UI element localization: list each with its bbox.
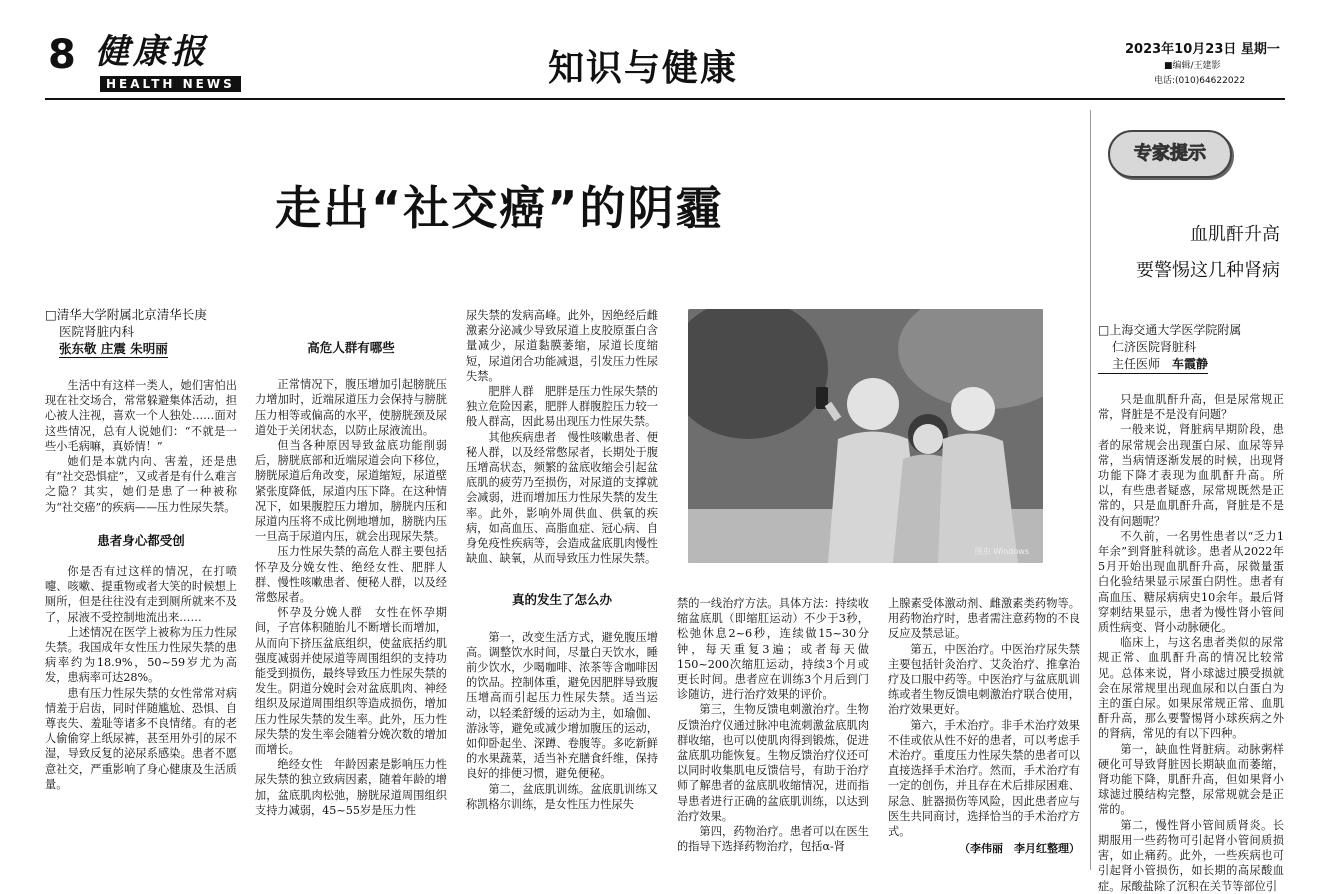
byline-authors: 张东敬 庄震 朱明丽: [59, 341, 168, 356]
paragraph: 一般来说，肾脏病早期阶段，患者的尿常规会出现蛋白尿、血尿等异常，当病情逐渐发展的时候，出现肾功能下降才表现为血肌酐升高。所以，有些患者疑惑，尿常规既然是正常的，只是血肌酐升高，肾脏是不是没有问题呢？: [1098, 423, 1284, 528]
paragraph: 压力性尿失禁的高危人群主要包括怀孕及分娩女性、绝经女性、肥胖人群、慢性咳嗽患者、便秘人群，以及经常憋尿者。: [255, 545, 447, 605]
article-column-3: [466, 308, 658, 812]
byline-org: □清华大学附属北京清华长庚: [45, 307, 207, 322]
newspaper-logo-subtitle: HEALTH NEWS: [100, 76, 241, 92]
paragraph: 第四，药物治疗。患者可以在医生的指导下选择药物治疗，包括α-肾: [677, 825, 869, 854]
byline-dept: 医院肾脏内科: [59, 324, 135, 339]
article-headline: 走出“社交癌”的阴霾: [275, 181, 724, 235]
article-credit: （李伟丽 李月红整理）: [959, 842, 1080, 856]
section-title: 知识与健康: [548, 48, 739, 89]
paragraph: 第二，盆底肌训练。盆底肌训练又称凯格尔训练，是女性压力性尿失: [466, 782, 658, 811]
sidebar-title-line-2: 要警惕这几种肾病: [1136, 260, 1280, 281]
paragraph: 第五，中医治疗。中医治疗尿失禁主要包括针灸治疗、艾灸治疗、推拿治疗及口服中药等。中医治疗与盆底肌训练或者生物反馈电刺激治疗联合使用，治疗效果更好。: [888, 642, 1080, 717]
badge-label: 专家提示: [1134, 143, 1206, 164]
article-column-4: [677, 596, 869, 854]
paragraph: 第二，慢性肾小管间质肾炎。长期服用一些药物可引起肾小管间质损害，如止痛药。此外，一些疾病也可引起肾小管损伤，如长期的高尿酸血症。尿酸盐除了沉积在关节等部位引: [1098, 818, 1284, 893]
byline-org: □上海交通大学医学院附属: [1098, 323, 1242, 337]
paragraph: 她们是本就内向、害羞，还是患有“社交恐惧症”，又或者是有什么难言之隐？其实，她们是患了一种被称为“社交癌”的疾病——压力性尿失禁。: [45, 455, 237, 514]
paragraph: 生活中有这样一类人，她们害怕出现在社交场合，常常躲避集体活动，担心被人注视，喜欢一个人独处……面对这些情况，总有人说她们：“不就是一些小毛病嘛，真娇情！”: [45, 379, 237, 453]
paragraph: 绝经女性 年龄因素是影响压力性尿失禁的独立致病因素，随着年龄的增加，盆底肌肉松弛，膀胱尿道周围组织支持力减弱，45~55岁是压力性: [255, 758, 447, 817]
paragraph: 正常情况下，腹压增加引起膀胱压力增加时，近端尿道压力会保持与膀胱压力相等或偏高的水平，使膀胱颈及尿道处于关闭状态，以防止尿液流出。: [255, 378, 447, 437]
byline-role: 主任医师: [1112, 357, 1161, 371]
paragraph: 不久前，一名男性患者以“乏力1年余”到肾脏科就诊。患者从2022年5月开始出现血肌酐升高，尿微量蛋白化验结果显示尿蛋白阴性。患者有高血压、糖尿病病史10余年。最后肾穿刺结果显示，患者为慢性肾小管间质性病变、肾小动脉硬化。: [1098, 529, 1284, 635]
paragraph: 只是血肌酐升高，但是尿常规正常，肾脏是不是没有问题？: [1098, 393, 1284, 422]
paragraph: 临床上，与这名患者类似的尿常规正常、血肌酐升高的情况比较常见。总体来说，肾小球滤过膜受损就会在尿常规里出现血尿和以白蛋白为主的蛋白尿。如果尿常规正常、血肌酐升高，那么要警惕肾小球疾病之外的肾病，常见的有以下四种。: [1098, 636, 1284, 741]
byline-dept: 仁济医院肾脏科: [1112, 340, 1197, 354]
issue-date: 2023年10月23日 星期一: [1125, 42, 1280, 57]
article-column-1: [45, 306, 237, 792]
photo-watermark: 图虫 Windows: [974, 547, 1029, 556]
sidebar-article: [1098, 322, 1284, 894]
subheading: 患者身心都受创: [97, 532, 185, 548]
photo-illustration: [688, 309, 1043, 563]
paragraph: 第三，生物反馈电刺激治疗。生物反馈治疗仪通过脉冲电流刺激盆底肌肉群收缩，也可以使肌肉得到锻炼，促进盆底肌功能恢复。生物反馈治疗仪还可以同时收集肌电反馈信号，有助于治疗师了解患者的盆底肌收缩情况，进而指导患者进行正确的盆底肌训练，以达到治疗效果。: [677, 703, 869, 823]
paragraph: 尿失禁的发病高峰。此外，因绝经后雌激素分泌减少导致尿道上皮胶原蛋白含量减少，尿道黏膜萎缩，尿道长度缩短，尿道闭合功能减退，引发压力性尿失禁。: [466, 309, 658, 383]
paragraph: 其他疾病患者 慢性咳嗽患者、便秘人群，以及经常憋尿者，长期处于腹压增高状态，频繁的盆底收缩会引起盆底肌的疲劳乃至损伤，对尿道的支撑就会减弱，进而增加压力性尿失禁的发生率。此外，影响外周供血、供氧的疾病，如高血压、高脂血症、冠心病、自身免疫性疾病等，会造成盆底肌肉慢性缺血、缺氧，从而导致压力性尿失禁。: [466, 430, 658, 566]
paragraph: 但当各种原因导致盆底功能削弱后，膀胱底部和近端尿道会向下移位，膀胱尿道后角改变，尿道缩短，尿道壁紧张度降低，尿道内压下降。在这种情况下，如果腹腔压力增加，膀胱内压和尿道内压将不成比例地增加，膀胱内压一旦高于尿道内压，就会出现尿失禁。: [255, 439, 447, 544]
article-photo: [688, 309, 1043, 563]
article-column-5: [888, 596, 1080, 856]
paragraph: 你是否有过这样的情况，在打喷嚏、咳嗽、提重物或者大笑的时候想上厕所，但是往往没有走到厕所就来不及了，尿液不受控制地流出来……: [45, 565, 237, 624]
expert-tip-badge: [1108, 130, 1232, 178]
paragraph: 第一，改变生活方式，避免腹压增高。调整饮水时间，尽量白天饮水，睡前少饮水，少喝咖啡、浓茶等含咖啡因的饮品。控制体重，避免因肥胖导致腹压增高而引起压力性尿失禁。适当运动，以轻柔舒缓的运动为主，如瑜伽、游泳等，避免或减少增加腹压的运动，如仰卧起坐、深蹲、卷腹等。多吃新鲜的水果蔬菜，适当补充膳食纤维，保持良好的排便习惯，避免便秘。: [466, 630, 658, 781]
paragraph: 患有压力性尿失禁的女性常常对病情羞于启齿，同时伴随尴尬、恐惧、自尊丧失、羞耻等诸多不良情绪。有的老人偷偷穿上纸尿裤，甚至用外引的尿不湿，导致反复的泌尿系感染。患者不愿意社交，严重影响了身心健康及生活质量。: [45, 686, 237, 791]
article-column-2: [255, 340, 447, 818]
paragraph: 上述情况在医学上被称为压力性尿失禁。我国成年女性压力性尿失禁的患病率约为18.9%，50~59岁尤为高发，患病率可达28%。: [45, 625, 237, 685]
paragraph: 第六，手术治疗。非手术治疗效果不佳或依从性不好的患者，可以考虑手术治疗。重度压力性尿失禁的患者可以直接选择手术治疗。然而，手术治疗有一定的创伤，并且存在术后排尿困难、尿急、脏器损伤等风险，因此患者应与医生共同商讨，选择恰当的手术治疗方式。: [888, 718, 1080, 839]
subheading: 真的发生了怎么办: [511, 592, 612, 608]
newspaper-logo: 健康报: [95, 32, 209, 72]
paragraph: 怀孕及分娩人群 女性在怀孕期间，子宫体积随胎儿不断增长而增加，从而向下挤压盆底组织，使盆底括约肌强度减弱并使尿道等周围组织的支持功能受到损伤，最终导致压力性尿失禁的发生。阴道分娩时会对盆底肌肉、神经组织及尿道周围组织等造成损伤，增加压力性尿失禁的发生率。此外，压力性尿失禁的发生率会随着分娩次数的增加而增长。: [255, 606, 447, 757]
subheading: 高危人群有哪些: [307, 340, 395, 355]
byline: [45, 306, 237, 358]
paragraph: 禁的一线治疗方法。具体方法：持续收缩盆底肌（即缩肛运动）不少于3秒，松弛休息2~6秒，连续做15~30分钟，每天重复3遍；或者每天做150~200次缩肛运动，持续3个月或更长时间。患者应在训练3个月后到门诊随访，进行治疗效果的评价。: [677, 597, 869, 702]
sidebar-divider: [1090, 110, 1091, 870]
paragraph: 上腺素受体激动剂、雌激素类药物等。用药物治疗时，患者需注意药物的不良反应及禁忌证。: [888, 597, 1080, 641]
page-number: 8: [48, 32, 76, 78]
contact-phone: 电话:(010)64622022: [1154, 76, 1246, 86]
sidebar-title-line-1: 血肌酐升高: [1190, 224, 1280, 245]
editor-credit: ■编辑/王建影: [1164, 61, 1221, 71]
sidebar-byline: [1098, 322, 1284, 374]
paragraph: 第一，缺血性肾脏病。动脉粥样硬化可导致肾脏因长期缺血而萎缩，肾功能下降，肌酐升高，但如果肾小球滤过膜结构完整，尿常规就会是正常的。: [1098, 742, 1284, 817]
byline-author: 车霞静: [1172, 357, 1209, 371]
masthead-divider: [45, 98, 1285, 100]
paragraph: 肥胖人群 肥胖是压力性尿失禁的独立危险因素，肥胖人群腹腔压力较一般人群高，因此易出现压力性尿失禁。: [466, 385, 658, 429]
